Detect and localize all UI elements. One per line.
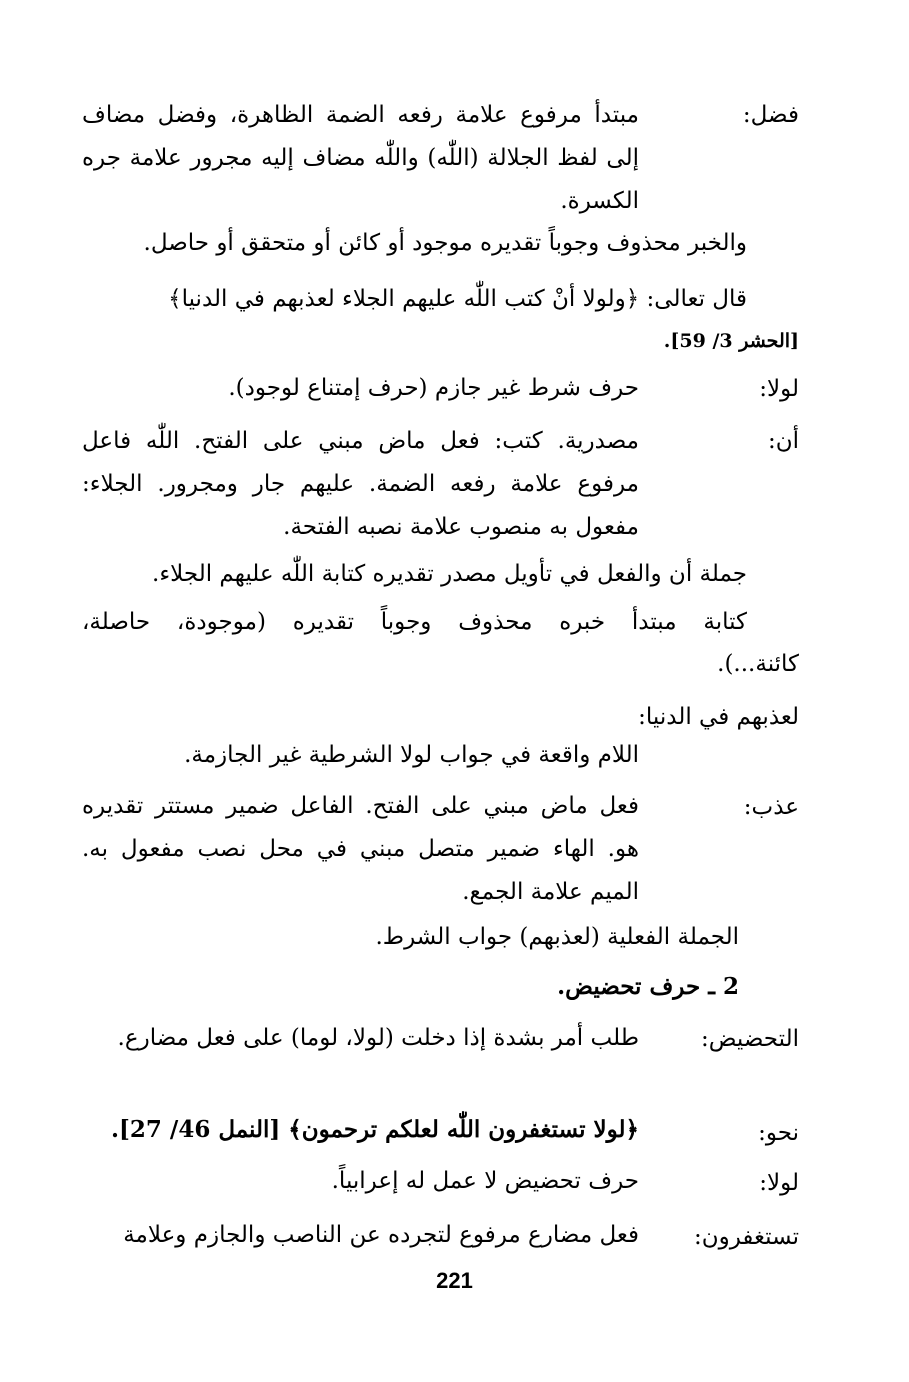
definition-fadl: مبتدأ مرفوع علامة رفعه الضمة الظاهرة، وفضل مضاف إلى لفظ الجلالة (اللّٰه) واللّٰه مضاف إليه مجرور علامة جره الكسرة. <box>82 102 639 214</box>
line-verse: قال تعالى: ﴿ولولا أنْ كتب اللّٰه عليهم الجلاء لعذبهم في الدنيا﴾ <box>168 286 747 312</box>
term-tastaghfirun: تستغفرون: <box>693 1224 799 1250</box>
line-laadhabahum: لعذبهم في الدنيا: <box>638 704 799 730</box>
line-kitaba-1: كتابة مبتدأ خبره محذوف وجوباً تقديره (موجودة، حاصلة، <box>82 609 747 635</box>
term-lawla: لولا: <box>759 376 799 402</box>
definition-tahdid: طلب أمر بشدة إذا دخلت (لولا، لوما) على فعل مضارع. <box>117 1025 639 1051</box>
term-tahdid: التحضيض: <box>701 1026 799 1052</box>
line-jawab: الجملة الفعلية (لعذبهم) جواب الشرط. <box>375 924 739 950</box>
line-khabar: والخبر محذوف وجوباً تقديره موجود أو كائن أو متحقق أو حاصل. <box>143 230 747 256</box>
line-kitaba-2: كائنة...). <box>717 651 799 677</box>
definition-an: مصدرية. كتب: فعل ماض مبني على الفتح. اللّٰه فاعل مرفوع علامة رفعه الضمة. عليهم جار ومجرور. الجلاء: مفعول به منصوب علامة نصبه الفتحة. <box>82 428 639 540</box>
term-fadl: فضل: <box>742 102 799 128</box>
definition-adhdhaba: فعل ماض مبني على الفتح. الفاعل ضمير مستتر تقديره هو. الهاء ضمير متصل مبني في محل نصب مفعول به. الميم علامة الجمع. <box>82 793 639 905</box>
definition-nahw: ﴿لولا تستغفرون اللّٰه لعلكم ترحمون﴾ [النمل 46/ 27]. <box>110 1116 639 1143</box>
term-adhdhaba: عذب: <box>743 794 799 820</box>
line-verse-reference: [الحشر 3/ 59]. <box>663 330 799 352</box>
term-lawla-2: لولا: <box>759 1170 799 1196</box>
definition-tastaghfirun: فعل مضارع مرفوع لتجرده عن الناصب والجازم وعلامة <box>123 1222 639 1248</box>
line-jumla: جملة أن والفعل في تأويل مصدر تقديره كتابة اللّٰه عليهم الجلاء. <box>152 561 747 587</box>
page-number: 221 <box>436 1268 473 1293</box>
definition-lawla-2: حرف تحضيض لا عمل له إعرابياً. <box>331 1168 639 1194</box>
definition-lawla: حرف شرط غير جازم (حرف إمتناع لوجود). <box>228 375 639 401</box>
line-lam: اللام واقعة في جواب لولا الشرطية غير الجازمة. <box>184 742 639 768</box>
section-heading: 2 ـ حرف تحضيض. <box>557 973 739 1000</box>
term-an: أن: <box>767 428 799 454</box>
term-nahw: نحو: <box>758 1120 799 1146</box>
